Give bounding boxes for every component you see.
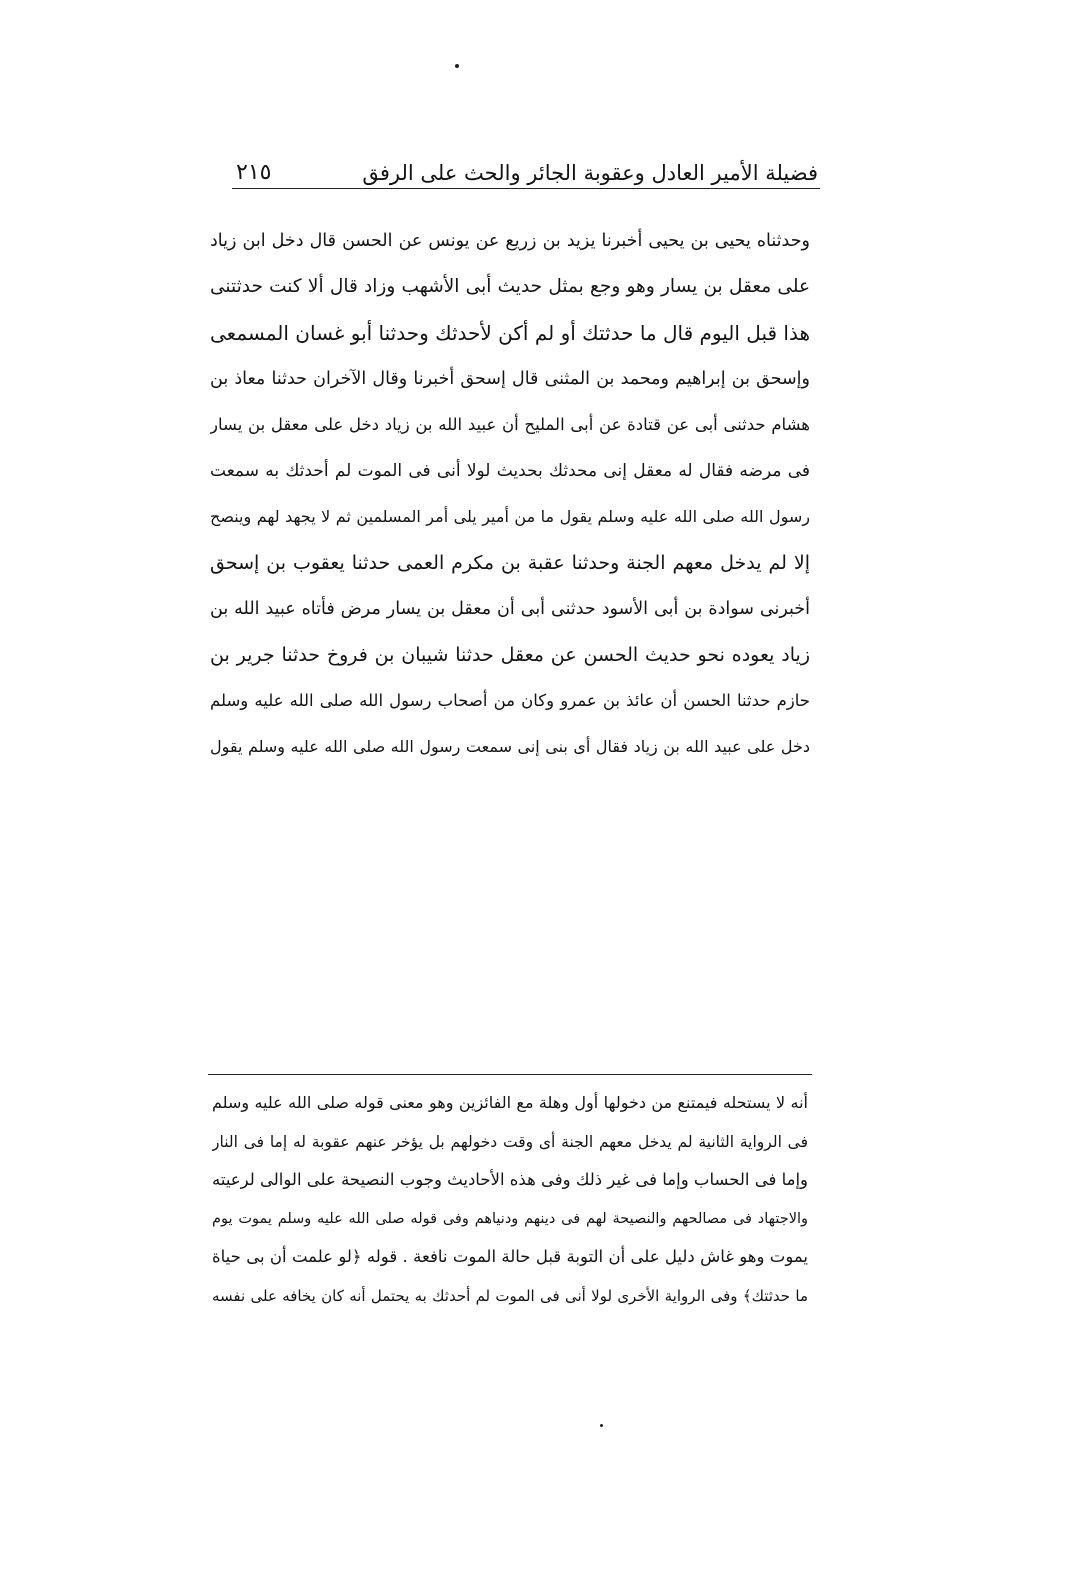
- margin-dot-bottom: [600, 1424, 603, 1427]
- main-line: هشام حدثنى أبى عن قتادة عن أبى المليح أن عبيد الله بن زياد دخل على معقل بن يسار: [210, 415, 810, 434]
- main-line: على معقل بن يسار وهو وجع بمثل حديث أبى الأشهب وزاد قال ألا كنت حدثتنى: [210, 276, 810, 297]
- main-line: حازم حدثنا الحسن أن عائذ بن عمرو وكان من أصحاب رسول الله صلى الله عليه وسلم: [210, 691, 810, 710]
- footnote-line: فى الرواية الثانية لم يدخل معهم الجنة أى وقت دخولهم بل يؤخر عنهم عقوبة له إما فى النار: [212, 1132, 808, 1151]
- page-number: ٢١٥: [236, 160, 272, 185]
- footnote-line: ما حدثتك﴾ وفى الرواية الأخرى لولا أنى فى الموت لم أحدثك به يحتمل أنه كان يخافه على نفسه: [212, 1286, 808, 1305]
- main-line: دخل على عبيد الله بن زياد فقال أى بنى إنى سمعت رسول الله صلى الله عليه وسلم يقول: [210, 737, 810, 756]
- page-header: [232, 136, 820, 184]
- main-line: أخبرنى سوادة بن أبى الأسود حدثنى أبى أن معقل بن يسار مرض فأتاه عبيد الله بن: [210, 599, 810, 619]
- margin-dot-top: [455, 64, 459, 68]
- main-line: وحدثناه يحيى بن يحيى أخبرنا يزيد بن زريع عن يونس عن الحسن قال دخل ابن زياد: [210, 231, 810, 251]
- footnote-line: يموت وهو غاش دليل على أن التوبة قبل حالة الموت نافعة . قوله ﴿لو علمت أن بى حياة: [212, 1247, 808, 1266]
- main-line: إلا لم يدخل معهم الجنة وحدثنا عقبة بن مكرم العمى حدثنا يعقوب بن إسحق: [210, 552, 810, 574]
- main-text-block: [210, 218, 810, 770]
- main-line: هذا قبل اليوم قال ما حدثتك أو لم أكن لأحدثك وحدثنا أبو غسان المسمعى: [210, 321, 810, 345]
- footnote-line: وإما فى الحساب وإما فى غير ذلك وفى هذه الأحاديث وجوب النصيحة على الوالى لرعيته: [212, 1170, 808, 1189]
- running-title: فضيلة الأمير العادل وعقوبة الجائر والحث على الرفق: [362, 161, 818, 185]
- footnote-rule: [208, 1074, 812, 1075]
- main-line: وإسحق بن إبراهيم ومحمد بن المثنى قال إسحق أخبرنا وقال الآخران حدثنا معاذ بن: [210, 369, 810, 389]
- main-line: زياد يعوده نحو حديث الحسن عن معقل حدثنا شيبان بن فروخ حدثنا جرير بن: [210, 644, 810, 666]
- footnote-line: والاجتهاد فى مصالحهم والنصيحة لهم فى دينهم ودنياهم وفى قوله صلى الله عليه وسلم يموت يوم: [212, 1210, 808, 1227]
- footnote-line: أنه لا يستحله فيمتنع من دخولها أول وهلة مع الفائزين وهو معنى قوله صلى الله عليه وسلم: [212, 1093, 808, 1112]
- header-rule: [232, 188, 820, 189]
- main-line: فى مرضه فقال له معقل إنى محدثك بحديث لولا أنى فى الموت لم أحدثك به سمعت: [210, 461, 810, 481]
- main-line: رسول الله صلى الله عليه وسلم يقول ما من أمير يلى أمر المسلمين ثم لا يجهد لهم وينصح: [210, 507, 810, 526]
- footnote-text-block: [212, 1084, 808, 1315]
